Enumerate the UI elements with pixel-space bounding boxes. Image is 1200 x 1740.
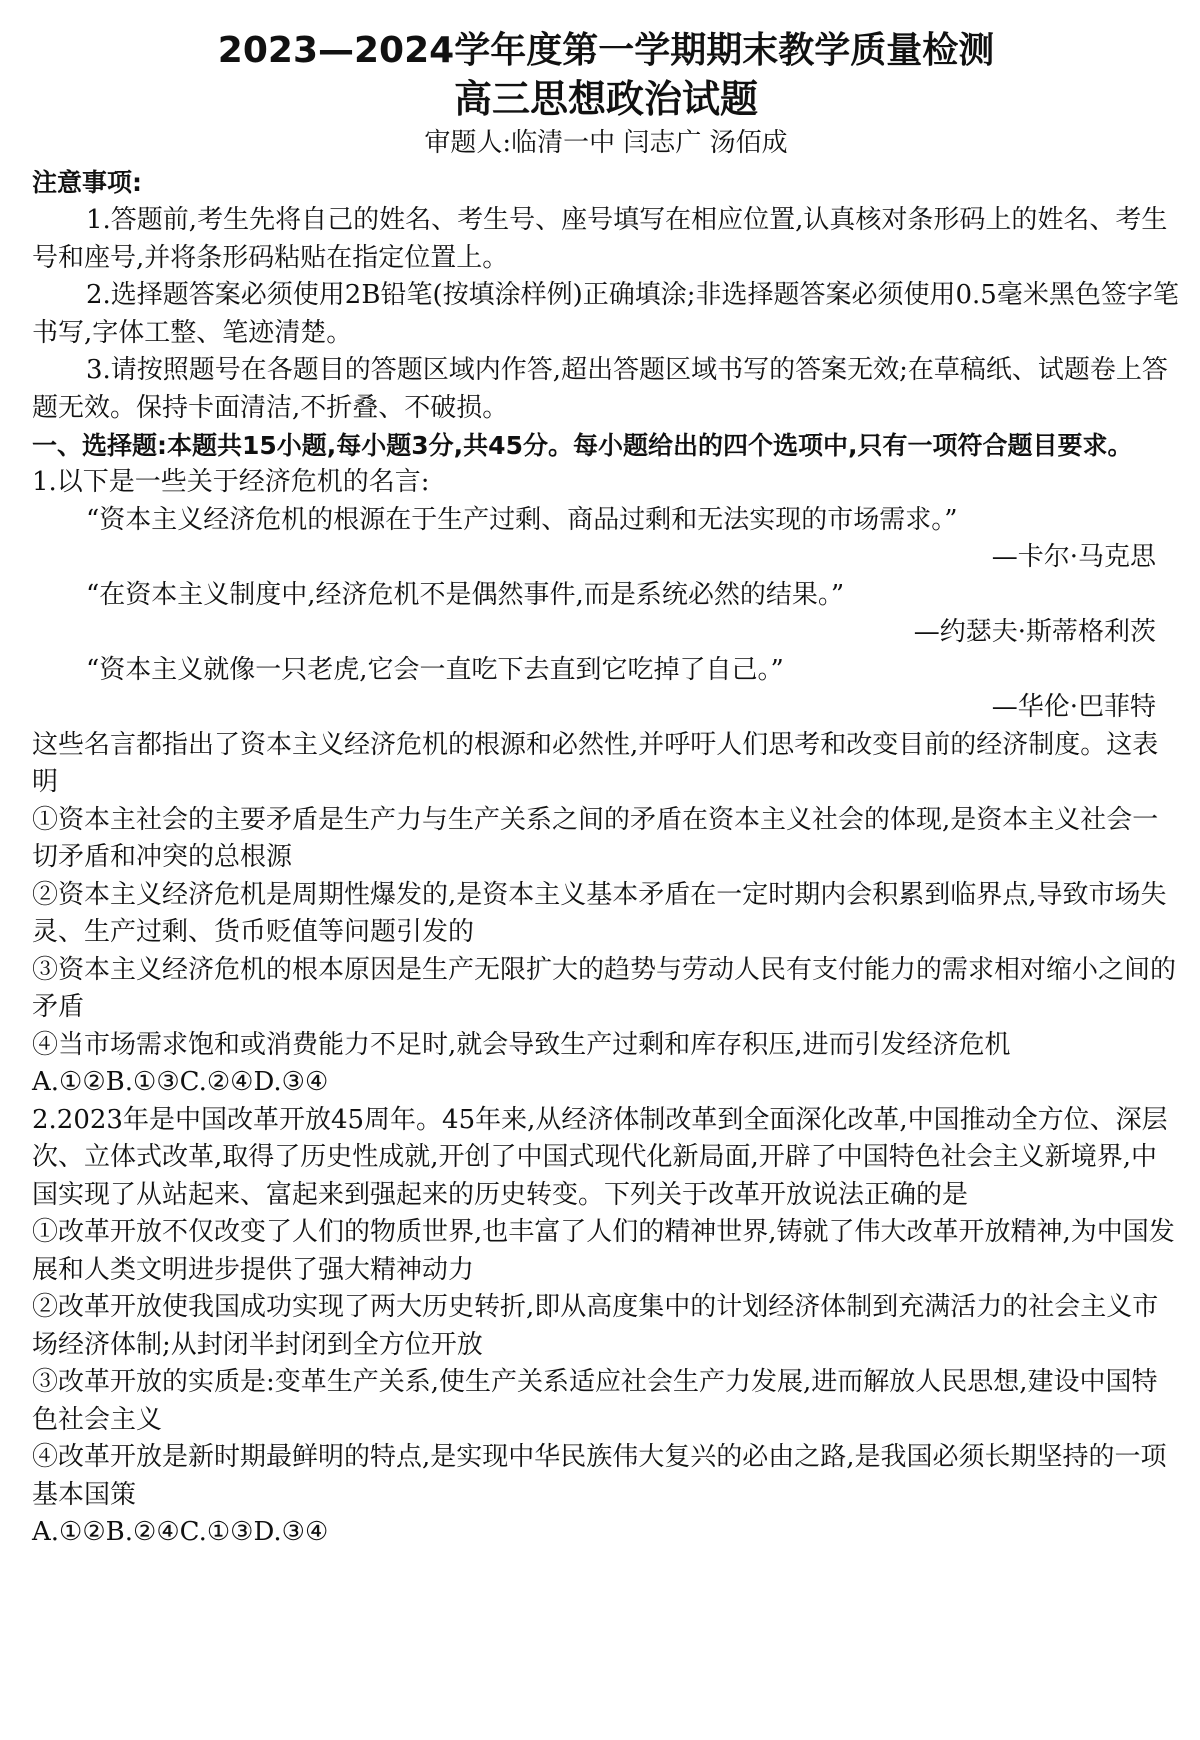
exam-title: 2023—2024学年度第一学期期末教学质量检测 xyxy=(217,30,995,71)
reviewers-line: 审题人:临清一中 闫志广 汤佰成 xyxy=(424,128,788,158)
q2-stem: 2.2023年是中国改革开放45周年。45年来,从经济体制改革到全面深化改革,中国推动全方位、深层次、立体式改革,取得了历史性成就,开创了中国式现代化新局面,开辟了中国特色社会主义新境界,中国实现了从站起来、富起来到强起来的历史转变。下列关于改革开放说法正确的是 xyxy=(32,1104,1168,1210)
notice-item-2: 2.选择题答案必须使用2B铅笔(按填涂样例)正确填涂;非选择题答案必须使用0.5毫米黑色签字笔书写,字体工整、笔迹清楚。 xyxy=(32,280,1179,348)
q1-answer-choices: A.①②B.①③C.②④D.③④ xyxy=(32,1067,329,1097)
q1-option-1: ①资本主社会的主要矛盾是生产力与生产关系之间的矛盾在资本主义社会的体现,是资本主义社会一切矛盾和冲突的总根源 xyxy=(32,804,1159,872)
question-2 xyxy=(32,1102,1180,1552)
q1-quote-2: “在资本主义制度中,经济危机不是偶然事件,而是系统必然的结果。” xyxy=(86,579,845,610)
q1-quote-1: “资本主义经济危机的根源在于生产过剩、商品过剩和无法实现的市场需求。” xyxy=(86,504,958,535)
q1-quote-3-author: —华伦·巴菲特 xyxy=(991,692,1156,722)
exam-subtitle: 高三思想政治试题 xyxy=(453,77,758,121)
exam-page xyxy=(32,28,1180,1552)
q1-quote-3: “资本主义就像一只老虎,它会一直吃下去直到它吃掉了自己。” xyxy=(86,654,784,685)
q1-option-3: ③资本主义经济危机的根本原因是生产无限扩大的趋势与劳动人民有支付能力的需求相对缩小之间的矛盾 xyxy=(32,954,1177,1022)
q1-quote-2-author: —约瑟夫·斯蒂格利茨 xyxy=(913,617,1156,647)
q2-answer-choices: A.①②B.②④C.①③D.③④ xyxy=(32,1517,329,1547)
section-heading: 一、选择题:本题共15小题,每小题3分,共45分。每小题给出的四个选项中,只有一项符合题目要求。 xyxy=(32,431,1133,460)
q1-stem: 1.以下是一些关于经济危机的名言: xyxy=(32,467,430,497)
q2-option-1: ①改革开放不仅改变了人们的物质世界,也丰富了人们的精神世界,铸就了伟大改革开放精神,为中国发展和人类文明进步提供了强大精神动力 xyxy=(32,1217,1175,1285)
notice-heading: 注意事项: xyxy=(32,168,142,197)
q1-question: 这些名言都指出了资本主义经济危机的根源和必然性,并呼吁人们思考和改变目前的经济制度。这表明 xyxy=(32,729,1159,797)
notice-item-3: 3.请按照题号在各题目的答题区域内作答,超出答题区域书写的答案无效;在草稿纸、试题卷上答题无效。保持卡面清洁,不折叠、不破损。 xyxy=(32,355,1168,423)
q2-option-4: ④改革开放是新时期最鲜明的特点,是实现中华民族伟大复兴的必由之路,是我国必须长期坚持的一项基本国策 xyxy=(32,1442,1167,1510)
q1-quote-1-author: —卡尔·马克思 xyxy=(991,542,1156,572)
question-1 xyxy=(32,464,1180,1102)
q2-option-3: ③改革开放的实质是:变革生产关系,使生产关系适应社会生产力发展,进而解放人民思想,建设中国特色社会主义 xyxy=(32,1367,1158,1435)
notice-item-1: 1.答题前,考生先将自己的姓名、考生号、座号填写在相应位置,认真核对条形码上的姓名、考生号和座号,并将条形码粘贴在指定位置上。 xyxy=(32,205,1168,273)
q2-option-2: ②改革开放使我国成功实现了两大历史转折,即从高度集中的计划经济体制到充满活力的社会主义市场经济体制;从封闭半封闭到全方位开放 xyxy=(32,1292,1159,1360)
q1-option-4: ④当市场需求饱和或消费能力不足时,就会导致生产过剩和库存积压,进而引发经济危机 xyxy=(32,1029,1011,1060)
q1-option-2: ②资本主义经济危机是周期性爆发的,是资本主义基本矛盾在一定时期内会积累到临界点,导致市场失灵、生产过剩、货币贬值等问题引发的 xyxy=(32,879,1167,947)
